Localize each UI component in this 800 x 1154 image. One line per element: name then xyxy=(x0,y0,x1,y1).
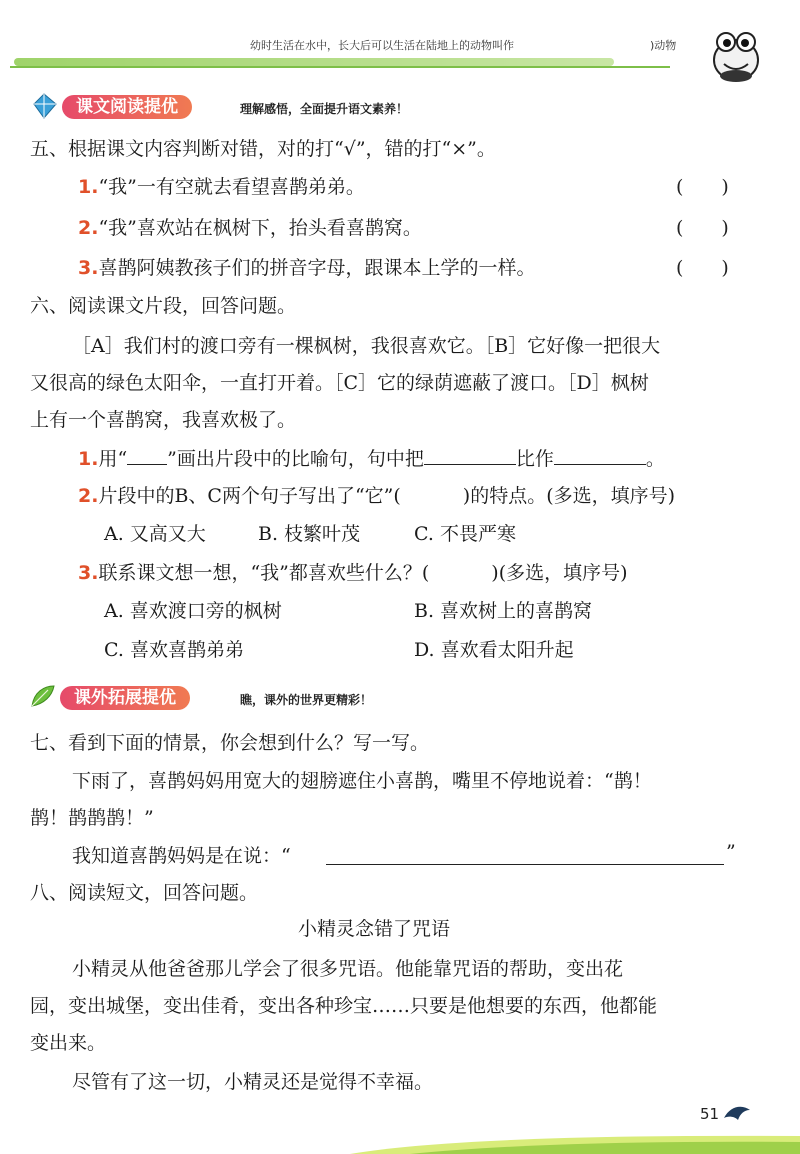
q5-item-3-number: 3. xyxy=(78,257,99,279)
story-para-1-line-1: 小精灵从他爸爸那儿学会了很多咒语。他能靠咒语的帮助，变出花 xyxy=(72,958,624,980)
q7-closing-quote: ” xyxy=(726,841,736,863)
leaf-icon xyxy=(28,682,56,710)
q5-item-2-number: 2. xyxy=(78,217,99,239)
q6-sub-2-text-b: )的特点。(多选，填序号) xyxy=(462,485,676,507)
q5-item-2 xyxy=(78,217,422,240)
section-subtitle-reading: 理解感悟，全面提升语文素养！ xyxy=(240,102,409,116)
header-caption-tail: )动物 xyxy=(650,39,677,52)
q6-sub-3 xyxy=(78,562,628,585)
q6-sub-2-text-a: 片段中的B、C两个句子写出了“它”( xyxy=(98,485,401,507)
story-title: 小精灵念错了咒语 xyxy=(298,918,451,940)
story-para-1-line-2: 园，变出城堡，变出佳肴，变出各种珍宝……只要是他想要的东西，他都能 xyxy=(30,995,658,1017)
section-banner-extended: 课外拓展提优 xyxy=(60,686,190,710)
kite-icon xyxy=(30,92,58,120)
story-para-1-line-3: 变出来。 xyxy=(30,1032,107,1054)
page-number: 51 xyxy=(700,1105,720,1123)
header-bar xyxy=(14,58,614,66)
q6-sub-3-option-b: B. 喜欢树上的喜鹊窝 xyxy=(414,600,593,622)
q6-sub-1-blank-symbol[interactable] xyxy=(127,446,167,465)
dolphin-icon xyxy=(722,1100,752,1126)
section-subtitle-extended: 瞧，课外的世界更精彩！ xyxy=(240,693,373,707)
q5-item-2-answer[interactable]: ( ) xyxy=(676,217,729,239)
q7-scene-line-2: 鹊！鹊鹊鹊！” xyxy=(30,807,154,829)
q6-passage-line-3: 上有一个喜鹊窝，我喜欢极了。 xyxy=(30,409,297,431)
q6-sub-2-option-c: C. 不畏严寒 xyxy=(414,523,516,545)
story-para-2: 尽管有了这一切，小精灵还是觉得不幸福。 xyxy=(72,1071,434,1093)
q6-sub-3-text-a: 联系课文想一想，“我”都喜欢些什么？( xyxy=(98,562,430,584)
q6-sub-2-option-b: B. 枝繁叶茂 xyxy=(258,523,361,545)
q6-sub-1-blank-a[interactable] xyxy=(424,446,516,465)
question-5-title: 五、根据课文内容判断对错，对的打“√”，错的打“×”。 xyxy=(30,138,496,160)
q6-sub-2 xyxy=(78,485,675,508)
q5-item-1-answer[interactable]: ( ) xyxy=(676,176,729,198)
question-7-title: 七、看到下面的情景，你会想到什么？写一写。 xyxy=(30,732,430,754)
q7-answer-prompt: 我知道喜鹊妈妈是在说：“ xyxy=(72,845,291,867)
q5-item-2-text: “我”喜欢站在枫树下，抬头看喜鹊窝。 xyxy=(98,217,422,239)
q5-item-1-number: 1. xyxy=(78,176,99,198)
question-8-title: 八、阅读短文，回答问题。 xyxy=(30,882,259,904)
q6-sub-3-option-a: A. 喜欢渡口旁的枫树 xyxy=(104,600,282,622)
q6-sub-1-text-a: 用“ xyxy=(98,448,128,470)
q6-sub-1-text-c: 比作 xyxy=(515,448,554,470)
header-line xyxy=(10,66,670,68)
q6-sub-1-blank-b[interactable] xyxy=(554,446,646,465)
q5-item-1-text: “我”一有空就去看望喜鹊弟弟。 xyxy=(98,176,365,198)
q6-sub-2-number: 2. xyxy=(78,485,99,507)
q6-sub-1-number: 1. xyxy=(78,448,99,470)
q6-sub-3-option-c: C. 喜欢喜鹊弟弟 xyxy=(104,639,244,661)
q6-sub-3-text-b: )(多选，填序号) xyxy=(491,562,628,584)
q7-scene-line-1: 下雨了，喜鹊妈妈用宽大的翅膀遮住小喜鹊，嘴里不停地说着：“鹊！ xyxy=(72,770,652,792)
q6-passage-line-2: 又很高的绿色太阳伞，一直打开着。［C］它的绿荫遮蔽了渡口。［D］枫树 xyxy=(30,372,649,394)
q6-passage-line-1: ［A］我们村的渡口旁有一棵枫树，我很喜欢它。［B］它好像一把很大 xyxy=(72,335,661,357)
q6-sub-1-text-d: 。 xyxy=(645,448,665,470)
q5-item-3-text: 喜鹊阿姨教孩子们的拼音字母，跟课本上学的一样。 xyxy=(98,257,536,279)
q6-sub-2-option-a: A. 又高又大 xyxy=(104,523,206,545)
section-banner-reading: 课文阅读提优 xyxy=(62,95,192,119)
q5-item-1 xyxy=(78,176,365,199)
q7-answer-line[interactable] xyxy=(326,846,724,865)
footer-decoration xyxy=(350,1132,800,1154)
q6-sub-3-option-d: D. 喜欢看太阳升起 xyxy=(414,639,574,661)
q5-item-3-answer[interactable]: ( ) xyxy=(676,257,729,279)
q5-item-3 xyxy=(78,257,535,280)
q6-sub-3-number: 3. xyxy=(78,562,99,584)
header-caption: 幼时生活在水中，长大后可以生活在陆地上的动物叫作 xyxy=(250,39,514,52)
q6-sub-1 xyxy=(78,446,665,471)
q6-sub-1-text-b: ”画出片段中的比喻句，句中把 xyxy=(167,448,424,470)
question-6-title: 六、阅读课文片段，回答问题。 xyxy=(30,295,297,317)
frog-mascot-icon xyxy=(696,20,776,84)
